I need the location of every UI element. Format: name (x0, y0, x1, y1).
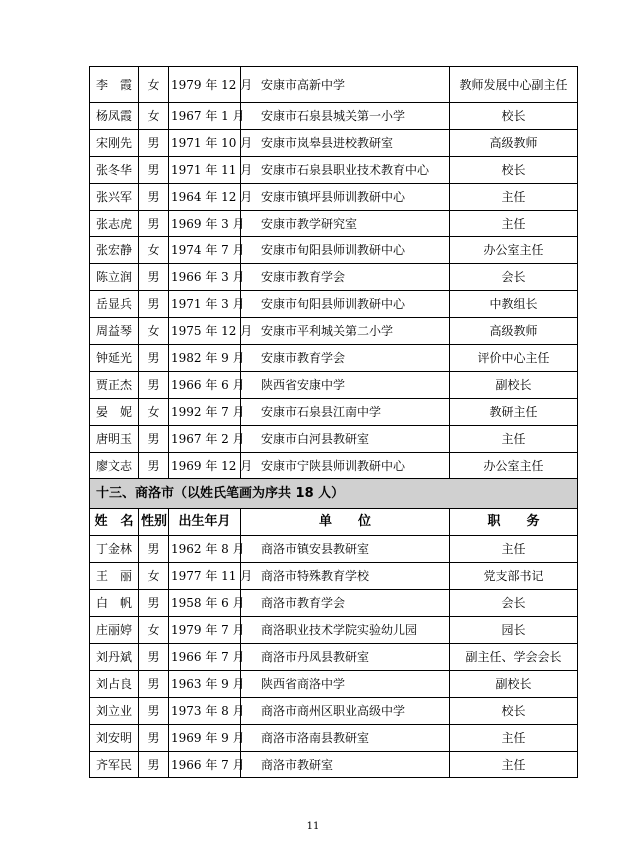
table-row (90, 318, 578, 345)
cell-position: 办公室主任 (450, 237, 578, 264)
cell-gender: 男 (139, 590, 169, 617)
header-unit: 单 位 (241, 509, 450, 536)
cell-gender: 男 (139, 425, 169, 452)
cell-unit: 陕西省商洛中学 (241, 670, 450, 697)
cell-gender: 男 (139, 644, 169, 671)
cell-gender: 男 (139, 697, 169, 724)
cell-unit: 安康市旬阳县师训教研中心 (241, 291, 450, 318)
cell-name: 杨凤霞 (90, 103, 139, 130)
cell-birth: 1979 年 12 月 (169, 67, 241, 103)
cell-gender: 男 (139, 291, 169, 318)
cell-position: 主任 (450, 183, 578, 210)
cell-name: 刘立业 (90, 697, 139, 724)
cell-gender: 女 (139, 563, 169, 590)
cell-name: 贾正杰 (90, 371, 139, 398)
cell-birth: 1963 年 9 月 (169, 670, 241, 697)
cell-unit: 安康市旬阳县师训教研中心 (241, 237, 450, 264)
table-row (90, 291, 578, 318)
cell-birth: 1975 年 12 月 (169, 318, 241, 345)
table-row (90, 751, 578, 778)
cell-gender: 男 (139, 129, 169, 156)
cell-birth: 1964 年 12 月 (169, 183, 241, 210)
cell-unit: 安康市石泉县江南中学 (241, 398, 450, 425)
cell-unit: 安康市石泉县城关第一小学 (241, 103, 450, 130)
cell-name: 张志虎 (90, 210, 139, 237)
header-gender: 性别 (139, 509, 169, 536)
cell-unit: 安康市岚皋县进校教研室 (241, 129, 450, 156)
cell-name: 李 霞 (90, 67, 139, 103)
table-row (90, 452, 578, 479)
cell-gender: 男 (139, 345, 169, 372)
cell-unit: 商洛市教研室 (241, 751, 450, 778)
cell-birth: 1969 年 3 月 (169, 210, 241, 237)
cell-name: 刘丹斌 (90, 644, 139, 671)
table-row (90, 670, 578, 697)
cell-gender: 女 (139, 398, 169, 425)
cell-name: 晏 妮 (90, 398, 139, 425)
cell-name: 丁金林 (90, 536, 139, 563)
header-name: 姓 名 (90, 509, 139, 536)
table-row (90, 345, 578, 372)
cell-unit: 安康市平利城关第二小学 (241, 318, 450, 345)
cell-birth: 1973 年 8 月 (169, 697, 241, 724)
table-row (90, 724, 578, 751)
cell-position: 教师发展中心副主任 (450, 67, 578, 103)
cell-position: 中教组长 (450, 291, 578, 318)
cell-gender: 女 (139, 237, 169, 264)
cell-birth: 1966 年 6 月 (169, 371, 241, 398)
roster-table (89, 66, 578, 778)
cell-unit: 商洛市丹凤县教研室 (241, 644, 450, 671)
cell-name: 张兴军 (90, 183, 139, 210)
cell-name: 张宏静 (90, 237, 139, 264)
cell-position: 校长 (450, 697, 578, 724)
table-row (90, 371, 578, 398)
cell-birth: 1958 年 6 月 (169, 590, 241, 617)
cell-name: 廖文志 (90, 452, 139, 479)
cell-name: 岳显兵 (90, 291, 139, 318)
cell-gender: 女 (139, 617, 169, 644)
cell-gender: 女 (139, 67, 169, 103)
cell-position: 副主任、学会会长 (450, 644, 578, 671)
table-row (90, 617, 578, 644)
cell-gender: 男 (139, 210, 169, 237)
table-row (90, 237, 578, 264)
cell-gender: 男 (139, 452, 169, 479)
cell-position: 园长 (450, 617, 578, 644)
cell-position: 教研主任 (450, 398, 578, 425)
cell-birth: 1969 年 12 月 (169, 452, 241, 479)
cell-unit: 商洛市教育学会 (241, 590, 450, 617)
cell-position: 办公室主任 (450, 452, 578, 479)
cell-name: 刘占良 (90, 670, 139, 697)
cell-unit: 商洛市镇安县教研室 (241, 536, 450, 563)
cell-gender: 男 (139, 371, 169, 398)
cell-position: 主任 (450, 724, 578, 751)
table-body-anshan (90, 67, 578, 479)
cell-position: 副校长 (450, 371, 578, 398)
cell-unit: 商洛市商州区职业高级中学 (241, 697, 450, 724)
cell-gender: 女 (139, 318, 169, 345)
cell-birth: 1971 年 10 月 (169, 129, 241, 156)
cell-gender: 男 (139, 536, 169, 563)
cell-birth: 1979 年 7 月 (169, 617, 241, 644)
cell-unit: 商洛市洛南县教研室 (241, 724, 450, 751)
cell-name: 唐明玉 (90, 425, 139, 452)
table-row (90, 644, 578, 671)
cell-birth: 1966 年 7 月 (169, 751, 241, 778)
cell-position: 主任 (450, 536, 578, 563)
cell-birth: 1982 年 9 月 (169, 345, 241, 372)
cell-birth: 1977 年 11 月 (169, 563, 241, 590)
cell-birth: 1971 年 3 月 (169, 291, 241, 318)
cell-birth: 1969 年 9 月 (169, 724, 241, 751)
cell-position: 校长 (450, 156, 578, 183)
cell-position: 校长 (450, 103, 578, 130)
table-row (90, 697, 578, 724)
cell-gender: 男 (139, 156, 169, 183)
cell-unit: 安康市高新中学 (241, 67, 450, 103)
table-row (90, 183, 578, 210)
cell-position: 评价中心主任 (450, 345, 578, 372)
table-row (90, 398, 578, 425)
cell-name: 白 帆 (90, 590, 139, 617)
cell-position: 主任 (450, 425, 578, 452)
cell-gender: 男 (139, 264, 169, 291)
cell-position: 党支部书记 (450, 563, 578, 590)
cell-gender: 男 (139, 724, 169, 751)
table-row (90, 103, 578, 130)
cell-unit: 安康市石泉县职业技术教育中心 (241, 156, 450, 183)
cell-gender: 女 (139, 103, 169, 130)
cell-birth: 1992 年 7 月 (169, 398, 241, 425)
cell-name: 周益琴 (90, 318, 139, 345)
cell-position: 会长 (450, 264, 578, 291)
cell-position: 主任 (450, 751, 578, 778)
cell-birth: 1962 年 8 月 (169, 536, 241, 563)
cell-gender: 男 (139, 670, 169, 697)
cell-name: 陈立润 (90, 264, 139, 291)
section-block (90, 479, 578, 536)
table-row (90, 590, 578, 617)
page-number: 11 (306, 821, 320, 832)
cell-gender: 男 (139, 751, 169, 778)
cell-birth: 1974 年 7 月 (169, 237, 241, 264)
table-header-row (90, 509, 578, 536)
cell-unit: 安康市教育学会 (241, 264, 450, 291)
section-title-row (90, 479, 578, 509)
cell-birth: 1967 年 1 月 (169, 103, 241, 130)
table-row (90, 210, 578, 237)
cell-name: 齐军民 (90, 751, 139, 778)
cell-name: 张冬华 (90, 156, 139, 183)
table-row (90, 563, 578, 590)
cell-unit: 安康市宁陕县师训教研中心 (241, 452, 450, 479)
table-row (90, 67, 578, 103)
cell-gender: 男 (139, 183, 169, 210)
cell-position: 高级教师 (450, 129, 578, 156)
cell-position: 会长 (450, 590, 578, 617)
section-title: 十三、商洛市（以姓氏笔画为序共 18 人） (90, 479, 578, 509)
cell-name: 刘安明 (90, 724, 139, 751)
cell-name: 钟延光 (90, 345, 139, 372)
cell-birth: 1966 年 3 月 (169, 264, 241, 291)
header-position: 职 务 (450, 509, 578, 536)
table-row (90, 156, 578, 183)
cell-birth: 1971 年 11 月 (169, 156, 241, 183)
cell-unit: 陕西省安康中学 (241, 371, 450, 398)
cell-position: 主任 (450, 210, 578, 237)
cell-unit: 安康市镇坪县师训教研中心 (241, 183, 450, 210)
cell-unit: 安康市白河县教研室 (241, 425, 450, 452)
cell-position: 副校长 (450, 670, 578, 697)
cell-position: 高级教师 (450, 318, 578, 345)
table-body-shangluo (90, 536, 578, 778)
table-row (90, 536, 578, 563)
table-row (90, 425, 578, 452)
cell-unit: 商洛市特殊教育学校 (241, 563, 450, 590)
header-birth: 出生年月 (169, 509, 241, 536)
cell-birth: 1967 年 2 月 (169, 425, 241, 452)
cell-birth: 1966 年 7 月 (169, 644, 241, 671)
cell-name: 宋刚先 (90, 129, 139, 156)
cell-name: 王 丽 (90, 563, 139, 590)
cell-unit: 商洛职业技术学院实验幼儿园 (241, 617, 450, 644)
cell-unit: 安康市教学研究室 (241, 210, 450, 237)
table-row (90, 129, 578, 156)
cell-name: 庄丽婷 (90, 617, 139, 644)
cell-unit: 安康市教育学会 (241, 345, 450, 372)
table-row (90, 264, 578, 291)
